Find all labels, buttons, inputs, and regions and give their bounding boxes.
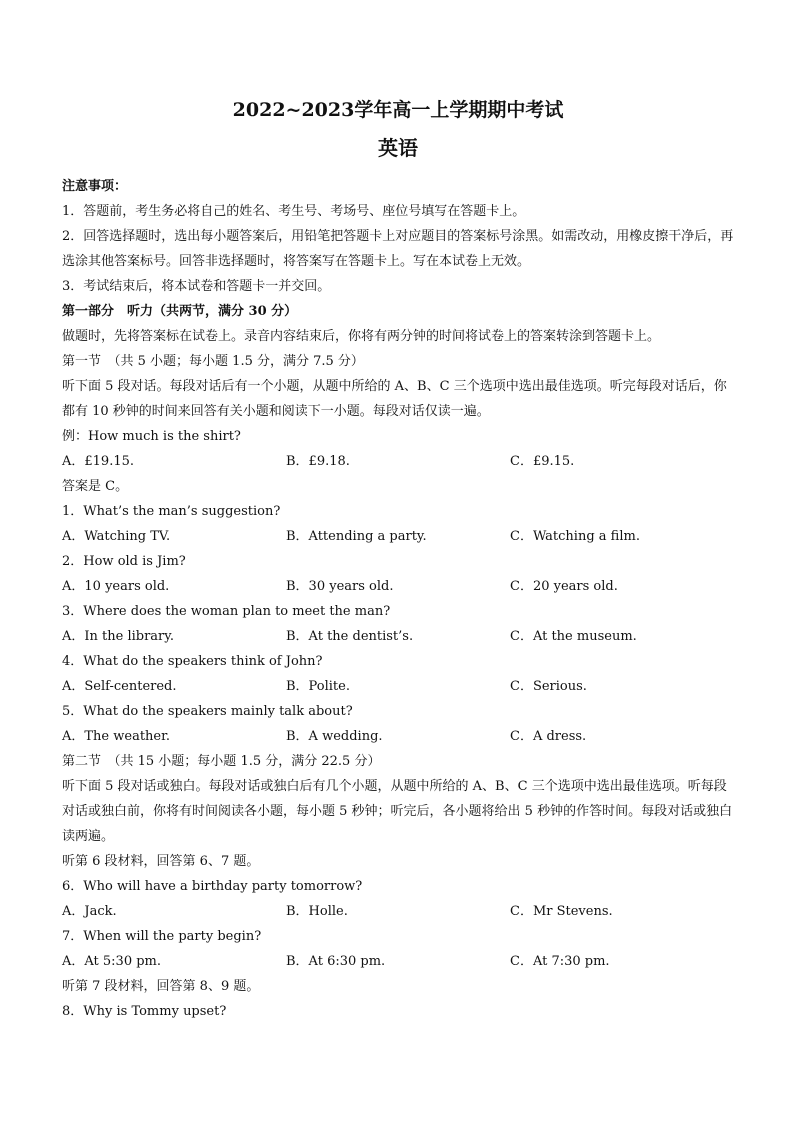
question-2-option-b: B．30 years old. xyxy=(286,579,394,594)
question-1-stem: 1．What’s the man’s suggestion? xyxy=(62,504,281,519)
section1-heading: 第一节 （共 5 小题；每小题 1.5 分，满分 7.5 分） xyxy=(62,354,364,369)
section2-heading: 第二节 （共 15 小题；每小题 1.5 分，满分 22.5 分） xyxy=(62,754,381,769)
section2-instructions: 听下面 5 段对话或独白。每段对话或独白后有几个小题，从题中所给的 A、B、C 三个选项中选出最佳选项。听每段对话或独白前，你将有时间阅读各小题，每小题 5 秒钟；听完后，各小题将给出 5 秒钟的作答时间。每段对话或独白读两遍。 xyxy=(62,779,733,844)
question-1-options xyxy=(62,524,734,549)
question-4-option-c: C．Serious. xyxy=(510,679,587,694)
material-6-label: 听第 6 段材料，回答第 6、7 题。 xyxy=(62,854,260,869)
part1-intro: 做题时，先将答案标在试卷上。录音内容结束后，你将有两分钟的时间将试卷上的答案转涂到答题卡上。 xyxy=(62,329,661,344)
question-3-option-b: B．At the dentist’s. xyxy=(286,629,414,644)
example-question: 例：How much is the shirt? xyxy=(62,429,241,444)
question-7-options xyxy=(62,949,734,974)
exam-page xyxy=(62,96,734,1024)
question-5-option-a: A．The weather. xyxy=(62,729,171,744)
question-1-option-c: C．Watching a film. xyxy=(510,529,640,544)
question-4-options xyxy=(62,674,734,699)
exam-title: 2022~2023学年高一上学期期中考试 xyxy=(232,99,564,121)
question-6-options xyxy=(62,899,734,924)
material-7-label: 听第 7 段材料，回答第 8、9 题。 xyxy=(62,979,260,994)
example-answer: 答案是 C。 xyxy=(62,479,129,494)
section1-instructions: 听下面 5 段对话。每段对话后有一个小题，从题中所给的 A、B、C 三个选项中选出最佳选项。听完每段对话后，你都有 10 秒钟的时间来回答有关小题和阅读下一小题。每段对话仅读一遍。 xyxy=(62,379,727,419)
question-3-option-a: A．In the library. xyxy=(62,629,175,644)
question-6-option-c: C．Mr Stevens. xyxy=(510,904,613,919)
question-7-stem: 7．When will the party begin? xyxy=(62,929,262,944)
question-4-option-b: B．Polite. xyxy=(286,679,350,694)
question-5-option-b: B．A wedding. xyxy=(286,729,383,744)
question-2-options xyxy=(62,574,734,599)
question-7-option-a: A．At 5:30 pm. xyxy=(62,954,162,969)
question-4-stem: 4．What do the speakers think of John? xyxy=(62,654,323,669)
question-2-stem: 2．How old is Jim? xyxy=(62,554,186,569)
question-8-stem: 8．Why is Tommy upset? xyxy=(62,1004,227,1019)
question-1-option-a: A．Watching TV. xyxy=(62,529,171,544)
question-1-option-b: B．Attending a party. xyxy=(286,529,427,544)
question-6-option-b: B．Holle. xyxy=(286,904,348,919)
question-2-option-c: C．20 years old. xyxy=(510,579,618,594)
notice-item-1: 1．答题前，考生务必将自己的姓名、考生号、考场号、座位号填写在答题卡上。 xyxy=(62,204,526,219)
example-option-c: C．£9.15. xyxy=(510,454,575,469)
question-4-option-a: A．Self-centered. xyxy=(62,679,177,694)
question-5-options xyxy=(62,724,734,749)
question-6-stem: 6．Who will have a birthday party tomorrow? xyxy=(62,879,363,894)
question-2-option-a: A．10 years old. xyxy=(62,579,170,594)
example-option-b: B．£9.18. xyxy=(286,454,350,469)
question-7-option-b: B．At 6:30 pm. xyxy=(286,954,386,969)
question-5-stem: 5．What do the speakers mainly talk about? xyxy=(62,704,353,719)
notice-item-3: 3．考试结束后，将本试卷和答题卡一并交回。 xyxy=(62,279,331,294)
question-3-stem: 3．Where does the woman plan to meet the man? xyxy=(62,604,391,619)
question-6-option-a: A．Jack. xyxy=(62,904,117,919)
question-3-option-c: C．At the museum. xyxy=(510,629,637,644)
example-option-a: A．£19.15. xyxy=(62,454,135,469)
notice-heading: 注意事项： xyxy=(62,179,128,194)
question-7-option-c: C．At 7:30 pm. xyxy=(510,954,610,969)
notice-item-2: 2．回答选择题时，选出每小题答案后，用铅笔把答题卡上对应题目的答案标号涂黑。如需改动，用橡皮擦干净后，再选涂其他答案标号。回答非选择题时，将答案写在答题卡上。写在本试卷上无效。 xyxy=(62,229,734,269)
exam-subject: 英语 xyxy=(378,136,418,160)
part1-heading: 第一部分 听力（共两节，满分 30 分） xyxy=(62,304,298,319)
example-options xyxy=(62,449,734,474)
question-3-options xyxy=(62,624,734,649)
question-5-option-c: C．A dress. xyxy=(510,729,587,744)
